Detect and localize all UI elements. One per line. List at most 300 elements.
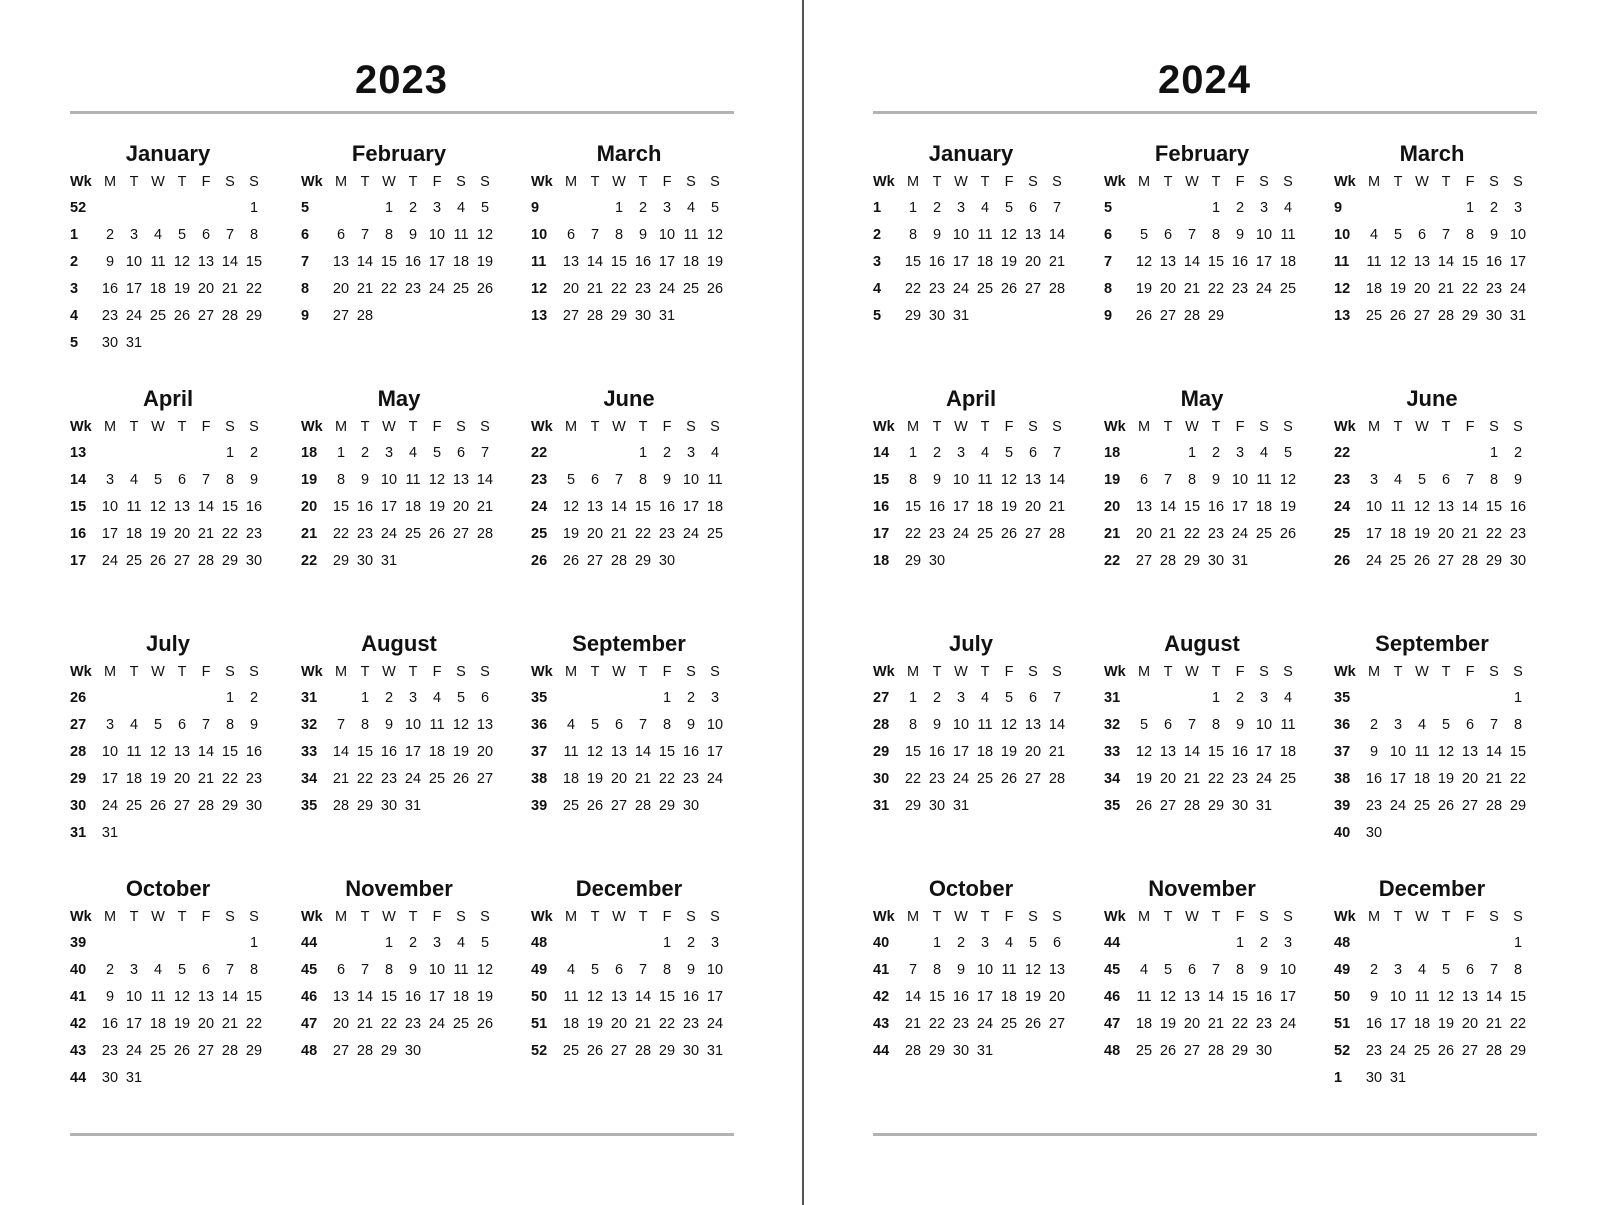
day-cell: 7	[1163, 471, 1173, 488]
week-row	[1104, 439, 1300, 466]
week-row	[1334, 466, 1530, 493]
day-cell: 15	[658, 988, 676, 1005]
day-cell: 10	[1389, 743, 1407, 760]
day-cell	[559, 929, 583, 956]
week-row	[873, 194, 1069, 221]
day-cell: 24	[658, 280, 676, 297]
day-cell: 22	[904, 280, 922, 297]
week-row	[1104, 738, 1300, 765]
day-cell: 11	[1256, 471, 1272, 488]
day-cell	[1362, 439, 1386, 466]
day-cell	[170, 1064, 194, 1091]
day-cell: 23	[356, 525, 374, 542]
day-cell: 20	[1048, 988, 1066, 1005]
day-cell: 29	[1207, 797, 1225, 814]
day-cell: 5	[153, 471, 163, 488]
weekday-header: S	[456, 909, 466, 925]
week-number: 44	[873, 1042, 890, 1059]
day-cell: 17	[706, 743, 724, 760]
day-cell: 20	[562, 280, 580, 297]
week-number: 47	[301, 1015, 318, 1032]
day-cell: 15	[380, 253, 398, 270]
week-number-header: Wk	[531, 664, 553, 680]
day-cell: 18	[1279, 743, 1297, 760]
day-cell: 1	[249, 199, 259, 216]
month-name: July	[948, 631, 994, 656]
day-cell: 19	[562, 525, 580, 542]
weekday-header: S	[1259, 664, 1269, 680]
month-table	[873, 905, 1069, 1064]
day-cell: 3	[956, 444, 966, 461]
day-cell: 17	[101, 770, 119, 787]
day-cell	[1482, 929, 1506, 956]
week-row	[1104, 221, 1300, 248]
day-cell	[997, 547, 1021, 574]
week-row	[531, 684, 727, 711]
weekday-header: M	[334, 419, 348, 435]
day-cell	[1458, 439, 1482, 466]
week-number: 34	[301, 770, 318, 787]
day-cell: 14	[332, 743, 350, 760]
day-cell: 8	[1211, 716, 1221, 733]
day-cell: 9	[1489, 226, 1499, 243]
day-cell	[1252, 302, 1276, 329]
day-cell: 20	[1437, 525, 1455, 542]
week-number: 21	[301, 525, 318, 542]
week-row	[70, 684, 266, 711]
day-cell: 31	[1509, 307, 1527, 324]
day-cell: 21	[1183, 770, 1201, 787]
weekday-header: S	[480, 909, 490, 925]
day-cell: 21	[1048, 253, 1066, 270]
week-number: 34	[1104, 770, 1121, 787]
day-cell: 3	[1235, 444, 1245, 461]
day-cell: 26	[149, 552, 167, 569]
day-cell: 21	[332, 770, 350, 787]
week-row	[531, 194, 727, 221]
weekday-header: T	[590, 909, 600, 925]
week-row	[301, 1037, 497, 1064]
day-cell: 22	[221, 525, 239, 542]
month-table	[531, 170, 727, 329]
day-cell: 7	[201, 716, 211, 733]
day-cell	[1132, 439, 1156, 466]
week-row	[1334, 1037, 1530, 1064]
day-cell: 23	[1231, 770, 1249, 787]
day-cell: 27	[452, 525, 470, 542]
week-number: 48	[531, 934, 548, 951]
week-row	[1104, 520, 1300, 547]
day-cell: 27	[1024, 770, 1042, 787]
day-cell	[559, 439, 583, 466]
weekday-header: W	[382, 664, 396, 680]
day-cell: 5	[1139, 226, 1149, 243]
week-number: 43	[70, 1042, 87, 1059]
day-cell: 21	[1207, 1015, 1225, 1032]
month-table	[873, 660, 1069, 819]
day-cell: 21	[634, 1015, 652, 1032]
month-name: July	[145, 631, 191, 656]
week-row	[1104, 983, 1300, 1010]
day-cell: 3	[105, 471, 115, 488]
weekday-header: F	[201, 419, 211, 435]
day-cell: 6	[1187, 961, 1197, 978]
day-cell: 16	[928, 743, 946, 760]
week-number-header: Wk	[531, 174, 553, 190]
week-number: 31	[301, 689, 318, 706]
day-cell: 8	[908, 471, 918, 488]
day-cell: 11	[1390, 498, 1406, 515]
day-cell: 19	[149, 770, 167, 787]
day-cell: 23	[634, 280, 652, 297]
month-december	[1334, 875, 1530, 1091]
weekday-header: T	[980, 664, 990, 680]
day-cell: 1	[225, 444, 235, 461]
day-cell: 13	[562, 253, 580, 270]
week-row	[873, 983, 1069, 1010]
day-cell: 29	[221, 797, 239, 814]
day-cell: 31	[125, 334, 143, 351]
day-cell: 16	[928, 498, 946, 515]
day-cell: 31	[658, 307, 676, 324]
day-cell: 25	[1135, 1042, 1153, 1059]
day-cell: 19	[428, 498, 446, 515]
day-cell: 27	[332, 1042, 350, 1059]
day-cell: 5	[1004, 444, 1014, 461]
week-row	[1334, 439, 1530, 466]
day-cell	[1362, 929, 1386, 956]
day-cell: 14	[1461, 498, 1479, 515]
day-cell: 17	[125, 1015, 143, 1032]
day-cell: 16	[682, 743, 700, 760]
day-cell: 8	[614, 226, 624, 243]
week-number: 28	[873, 716, 890, 733]
year-title: 2024	[1158, 58, 1251, 102]
week-row	[873, 221, 1069, 248]
day-cell: 6	[1163, 226, 1173, 243]
week-number: 24	[531, 498, 548, 515]
day-cell: 7	[1187, 716, 1197, 733]
day-cell: 25	[428, 770, 446, 787]
day-cell: 16	[1485, 253, 1503, 270]
weekday-header: S	[456, 419, 466, 435]
week-row	[1334, 547, 1530, 574]
month-name: November	[345, 876, 453, 901]
day-cell: 9	[638, 226, 648, 243]
day-cell: 3	[432, 199, 442, 216]
day-cell: 23	[404, 280, 422, 297]
weekday-header: S	[1489, 664, 1499, 680]
day-cell: 19	[1000, 743, 1018, 760]
day-cell: 1	[1513, 934, 1523, 951]
week-number: 5	[1104, 199, 1113, 216]
weekday-header: T	[932, 174, 942, 190]
day-cell: 14	[904, 988, 922, 1005]
month-table	[531, 905, 727, 1064]
day-cell: 8	[1187, 471, 1197, 488]
day-cell: 10	[1255, 226, 1273, 243]
week-row	[873, 520, 1069, 547]
week-number: 41	[873, 961, 890, 978]
day-cell: 9	[686, 716, 696, 733]
day-cell	[1506, 819, 1530, 846]
month-name: August	[1164, 631, 1240, 656]
week-row	[301, 956, 497, 983]
week-number: 4	[873, 280, 882, 297]
day-cell: 19	[173, 280, 191, 297]
weekday-header: F	[662, 419, 672, 435]
top-rule	[873, 111, 1537, 114]
weekday-header: F	[662, 174, 672, 190]
week-row	[1104, 1010, 1300, 1037]
day-cell: 2	[1369, 961, 1379, 978]
month-name: October	[125, 876, 211, 901]
day-cell: 4	[1259, 444, 1269, 461]
day-cell: 5	[177, 961, 187, 978]
day-cell: 22	[928, 1015, 946, 1032]
weekday-header: M	[1367, 909, 1381, 925]
day-cell: 22	[1207, 280, 1225, 297]
week-row	[873, 275, 1069, 302]
day-cell: 3	[956, 689, 966, 706]
day-cell: 18	[1365, 280, 1383, 297]
day-cell: 30	[101, 1069, 119, 1086]
day-cell: 11	[126, 743, 142, 760]
weekday-header: T	[1163, 174, 1173, 190]
weekday-header: W	[1415, 419, 1429, 435]
week-number: 26	[531, 552, 548, 569]
day-cell: 12	[1437, 988, 1455, 1005]
day-cell: 21	[1159, 525, 1177, 542]
day-cell: 31	[380, 552, 398, 569]
week-row	[70, 248, 266, 275]
day-cell: 8	[662, 716, 672, 733]
day-cell: 12	[586, 743, 604, 760]
week-number: 39	[1334, 797, 1351, 814]
month-table	[301, 660, 497, 819]
week-row	[873, 248, 1069, 275]
day-cell: 17	[706, 988, 724, 1005]
day-cell: 30	[682, 797, 700, 814]
day-cell: 25	[562, 1042, 580, 1059]
week-row	[1104, 792, 1300, 819]
week-row	[1334, 765, 1530, 792]
month-table	[531, 415, 727, 574]
day-cell: 19	[476, 253, 494, 270]
day-cell: 6	[1028, 444, 1038, 461]
day-cell: 24	[952, 525, 970, 542]
weekday-header: M	[564, 419, 578, 435]
week-number: 1	[70, 226, 79, 243]
day-cell: 24	[1231, 525, 1249, 542]
weekday-header: T	[1393, 664, 1403, 680]
day-cell: 16	[1231, 253, 1249, 270]
week-row	[1334, 711, 1530, 738]
day-cell: 16	[101, 280, 119, 297]
weekday-header: M	[334, 174, 348, 190]
day-cell	[329, 684, 353, 711]
day-cell	[1410, 1064, 1434, 1091]
weekday-header: T	[590, 419, 600, 435]
day-cell: 21	[610, 525, 628, 542]
day-cell: 9	[1513, 471, 1523, 488]
day-cell: 13	[1413, 253, 1431, 270]
weekday-header: S	[1489, 174, 1499, 190]
day-cell: 25	[125, 552, 143, 569]
day-cell	[1204, 929, 1228, 956]
day-cell: 11	[977, 471, 993, 488]
day-cell: 27	[610, 1042, 628, 1059]
day-cell: 30	[928, 552, 946, 569]
week-row	[301, 1010, 497, 1037]
day-cell	[473, 792, 497, 819]
weekday-header: W	[1185, 174, 1199, 190]
day-cell	[146, 194, 170, 221]
week-number: 32	[1104, 716, 1121, 733]
week-number: 12	[531, 280, 548, 297]
week-number: 48	[1334, 934, 1351, 951]
day-cell: 2	[1489, 199, 1499, 216]
day-cell: 8	[662, 961, 672, 978]
day-cell	[1132, 194, 1156, 221]
day-cell: 2	[408, 934, 418, 951]
day-cell: 5	[1004, 199, 1014, 216]
week-row	[70, 929, 266, 956]
week-number: 35	[1104, 797, 1121, 814]
weekday-header-row	[1104, 415, 1300, 439]
week-number: 52	[1334, 1042, 1351, 1059]
weekday-header: F	[1004, 174, 1014, 190]
month-name: October	[928, 876, 1014, 901]
day-cell: 9	[1211, 471, 1221, 488]
week-number: 18	[873, 552, 890, 569]
month-table	[873, 170, 1069, 329]
weekday-header: S	[1489, 909, 1499, 925]
day-cell: 8	[1211, 226, 1221, 243]
day-cell: 19	[1024, 988, 1042, 1005]
day-cell: 26	[586, 1042, 604, 1059]
day-cell: 20	[1159, 280, 1177, 297]
week-row	[301, 302, 497, 329]
weekday-header: W	[151, 664, 165, 680]
week-row	[873, 493, 1069, 520]
day-cell: 27	[1024, 280, 1042, 297]
day-cell	[98, 684, 122, 711]
week-row	[531, 1037, 727, 1064]
day-cell	[242, 1064, 266, 1091]
week-number: 26	[1334, 552, 1351, 569]
day-cell: 9	[1259, 961, 1269, 978]
day-cell	[997, 302, 1021, 329]
day-cell: 22	[380, 280, 398, 297]
day-cell	[1156, 194, 1180, 221]
day-cell: 1	[908, 199, 918, 216]
week-row	[70, 1064, 266, 1091]
week-number: 14	[873, 444, 890, 461]
day-cell	[425, 1037, 449, 1064]
weekday-header: T	[1163, 664, 1173, 680]
week-row	[70, 956, 266, 983]
week-number-header: Wk	[301, 664, 323, 680]
day-cell	[1021, 1037, 1045, 1064]
day-cell: 10	[682, 471, 700, 488]
day-cell: 2	[662, 444, 672, 461]
weekday-header: T	[177, 174, 187, 190]
weekday-header-row	[1104, 170, 1300, 194]
day-cell: 23	[952, 1015, 970, 1032]
day-cell: 26	[476, 280, 494, 297]
month-name: March	[596, 141, 662, 166]
weekday-header: S	[1052, 664, 1062, 680]
weekday-header: F	[1235, 174, 1245, 190]
day-cell: 1	[1513, 689, 1523, 706]
day-cell	[170, 929, 194, 956]
day-cell: 13	[1024, 471, 1042, 488]
day-cell	[1482, 684, 1506, 711]
week-row	[70, 329, 266, 356]
day-cell	[1252, 547, 1276, 574]
day-cell: 23	[1485, 280, 1503, 297]
week-row	[1104, 248, 1300, 275]
top-rule	[70, 111, 734, 114]
day-cell: 7	[360, 226, 370, 243]
day-cell	[170, 194, 194, 221]
day-cell: 20	[1183, 1015, 1201, 1032]
weekday-header: T	[177, 909, 187, 925]
week-number-header: Wk	[873, 909, 895, 925]
weekday-header: T	[360, 419, 370, 435]
weekday-header: S	[249, 174, 259, 190]
day-cell: 28	[1183, 307, 1201, 324]
day-cell	[997, 792, 1021, 819]
day-cell: 3	[129, 226, 139, 243]
week-row	[873, 792, 1069, 819]
day-cell: 6	[177, 471, 187, 488]
week-row	[1334, 275, 1530, 302]
weekday-header: T	[408, 174, 418, 190]
weekday-header: T	[408, 909, 418, 925]
month-august	[301, 630, 497, 819]
day-cell: 15	[1231, 988, 1249, 1005]
day-cell	[1458, 929, 1482, 956]
week-number: 31	[1104, 689, 1121, 706]
day-cell: 24	[125, 1042, 143, 1059]
month-name: August	[361, 631, 437, 656]
day-cell: 12	[1279, 471, 1297, 488]
day-cell: 18	[976, 498, 994, 515]
day-cell: 21	[1437, 280, 1455, 297]
week-row	[531, 738, 727, 765]
day-cell: 16	[356, 498, 374, 515]
weekday-header: F	[662, 664, 672, 680]
weekday-header-row	[873, 905, 1069, 929]
weekday-header: M	[564, 664, 578, 680]
day-cell: 2	[360, 444, 370, 461]
weekday-header: S	[1028, 419, 1038, 435]
week-number: 37	[531, 743, 548, 760]
month-name: March	[1399, 141, 1465, 166]
day-cell: 14	[634, 988, 652, 1005]
week-row	[1334, 684, 1530, 711]
month-name: April	[945, 386, 997, 411]
day-cell: 29	[658, 797, 676, 814]
week-number-header: Wk	[301, 909, 323, 925]
week-row	[70, 765, 266, 792]
weekday-header-row	[531, 415, 727, 439]
week-number: 17	[873, 525, 890, 542]
day-cell	[122, 929, 146, 956]
day-cell	[194, 929, 218, 956]
